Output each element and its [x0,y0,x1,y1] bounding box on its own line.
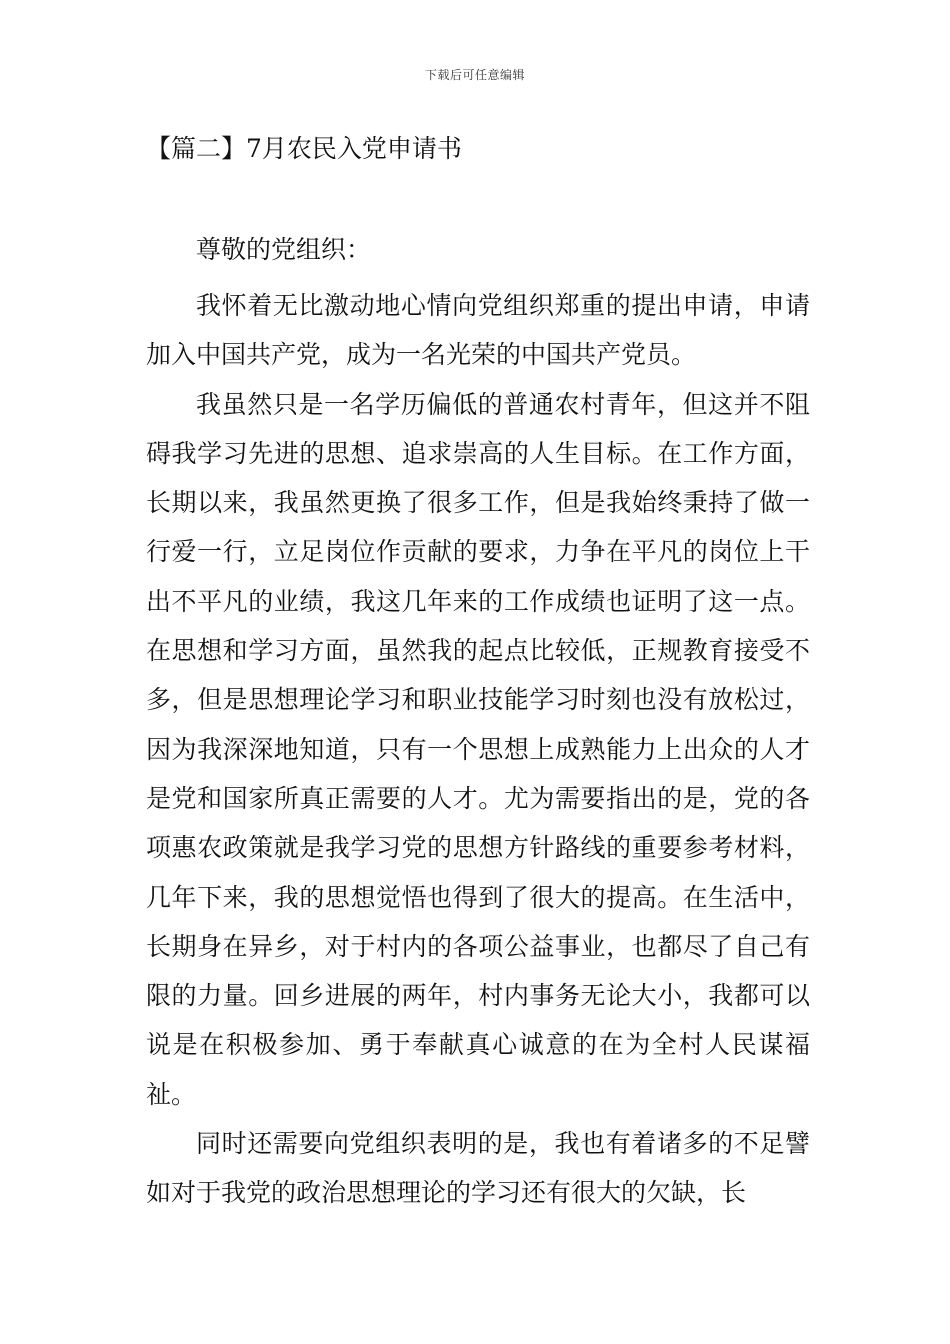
document-body [146,281,810,1218]
page-header-note: 下载后可任意编辑 [424,68,525,82]
paragraph-1: 我怀着无比激动地心情向党组织郑重的提出申请，申请加入中国共产党，成为一名光荣的中国共产党员。 [146,291,810,370]
paragraph-2: 我虽然只是一名学历偏低的普通农村青年，但这并不阻碍我学习先进的思想、追求崇高的人生目标。在工作方面，长期以来，我虽然更换了很多工作，但是我始终秉持了做一行爱一行，立足岗位作贡献的要求，力争在平凡的岗位上干出不平凡的业绩，我这几年来的工作成绩也证明了这一点。在思想和学习方面，虽然我的起点比较低，正规教育接受不多，但是思想理论学习和职业技能学习时刻也没有放松过，因为我深深地知道，只有一个思想上成熟能力上出众的人才是党和国家所真正需要的人才。尤为需要指出的是，党的各项惠农政策就是我学习党的思想方针路线的重要参考材料，几年下来，我的思想觉悟也得到了很大的提高。在生活中，长期身在异乡，对于村内的各项公益事业，也都尽了自己有限的力量。回乡进展的两年，村内事务无论大小，我都可以说是在积极参加、勇于奉献真心诚意的在为全村人民谋福祉。 [146,389,810,1109]
paragraph-3: 同时还需要向党组织表明的是，我也有着诸多的不足譬如对于我党的政治思想理论的学习还有很大的欠缺，长 [146,1129,810,1208]
document-title: 【篇二】7月农民入党申请书 [146,134,462,163]
salutation: 尊敬的党组织： [196,235,372,264]
